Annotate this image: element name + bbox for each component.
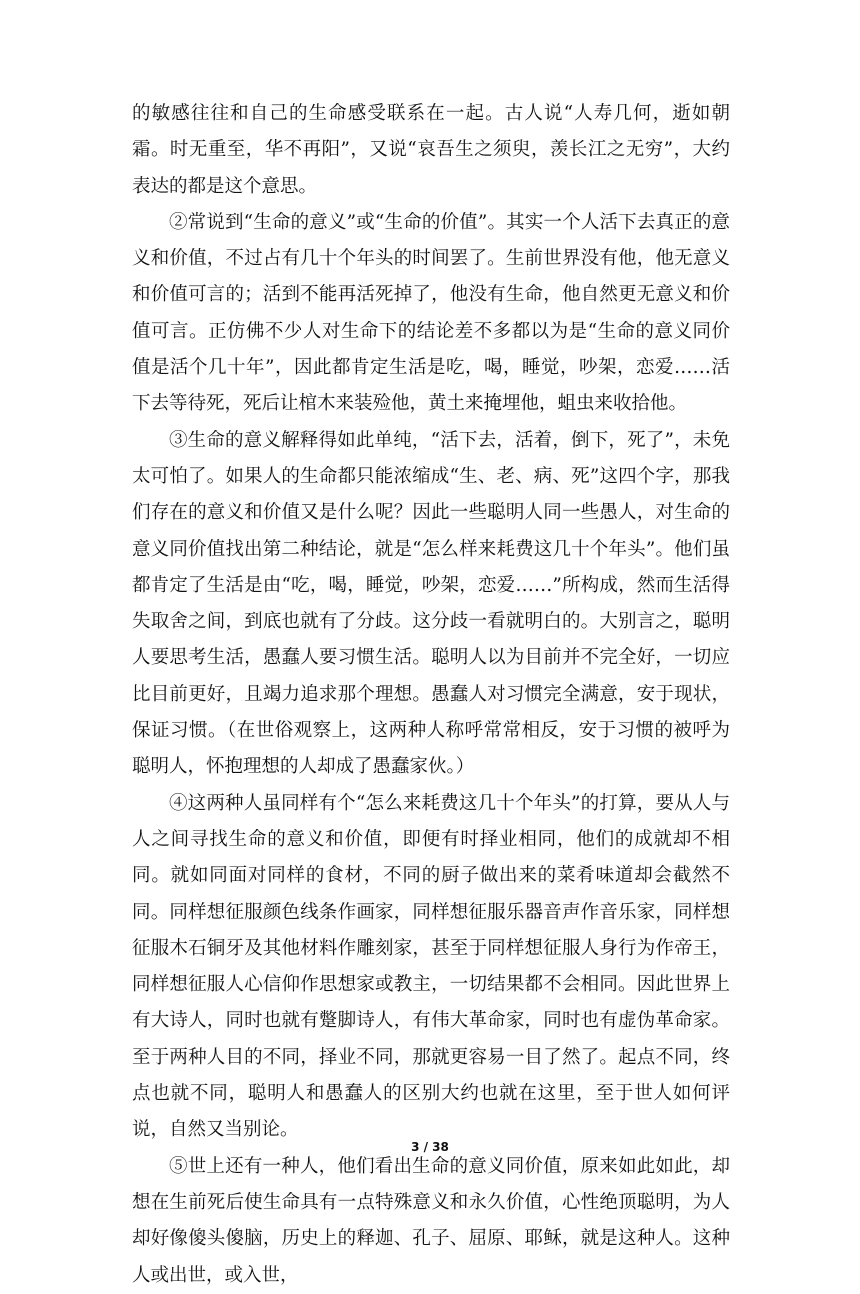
paragraph-3: ③生命的意义解释得如此单纯，“活下去，活着，倒下，死了”，未免太可怕了。如果人的生命都只能浓缩成“生、老、病、死”这四个字，那我们存在的意义和价值又是什么呢？因此一些聪明人同一些愚人，对生命的意义同价值找出第二种结论，就是“怎么样来耗费这几十个年头”。他们虽都肯定了生活是由“吃，喝，睡觉，吵架，恋爱……”所构成，然而生活得失取舍之间，到底也就有了分歧。这分歧一看就明白的。大别言之，聪明人要思考生活，愚蠢人要习惯生活。聪明人以为目前并不完全好，一切应比目前更好，且竭力追求那个理想。愚蠢人对习惯完全满意，安于现状，保证习惯。（在世俗观察上，这两种人称呼常常相反，安于习惯的被呼为聪明人，怀抱理想的人却成了愚蠢家伙。）: [132, 429, 730, 778]
page-number: 3 / 38: [411, 1140, 449, 1154]
paragraph-2: ②常说到“生命的意义”或“生命的价值”。其实一个人活下去真正的意义和价值，不过占有几十个年头的时间罢了。生前世界没有他，他无意义和价值可言的；活到不能再活死掉了，他没有生命，他自然更无意义和价值可言。正仿佛不少人对生命下的结论差不多都以为是“生命的意义同价值是活个几十年”，因此都肯定生活是吃，喝，睡觉，吵架，恋爱……活下去等待死，死后让棺木来装殓他，黄土来掩埋他，蛆虫来收拾他。: [132, 211, 730, 415]
body-text: [132, 96, 730, 1294]
paragraph-continuation: 的敏感往往和自己的生命感受联系在一起。古人说“人寿几何，逝如朝霜。时无重至，华不再阳”，又说“哀吾生之须臾，羡长江之无穷”，大约表达的都是这个意思。: [132, 103, 730, 197]
paragraph-5: ⑤世上还有一种人，他们看出生命的意义同价值，原来如此如此，却想在生前死后使生命具有一点特殊意义和永久价值，心性绝顶聪明，为人却好像傻头傻脑，历史上的释迦、孔子、屈原、耶稣，就是这种人。这种人或出世，或入世，: [132, 1155, 730, 1286]
paragraph-4: ④这两种人虽同样有个“怎么来耗费这几十个年头”的打算，要从人与人之间寻找生命的意义和价值，即便有时择业相同，他们的成就却不相同。就如同面对同样的食材，不同的厨子做出来的菜肴味道却会截然不同。同样想征服颜色线条作画家，同样想征服乐器音声作音乐家，同样想征服木石铜牙及其他材料作雕刻家，甚至于同样想征服人身行为作帝王，同样想征服人心信仰作思想家或教主，一切结果都不会相同。因此世界上有大诗人，同时也就有蹩脚诗人，有伟大革命家，同时也有虚伪革命家。至于两种人目的不同，择业不同，那就更容易一目了然了。起点不同，终点也就不同，聪明人和愚蠢人的区别大约也就在这里，至于世人如何评说，自然又当别论。: [132, 792, 730, 1141]
